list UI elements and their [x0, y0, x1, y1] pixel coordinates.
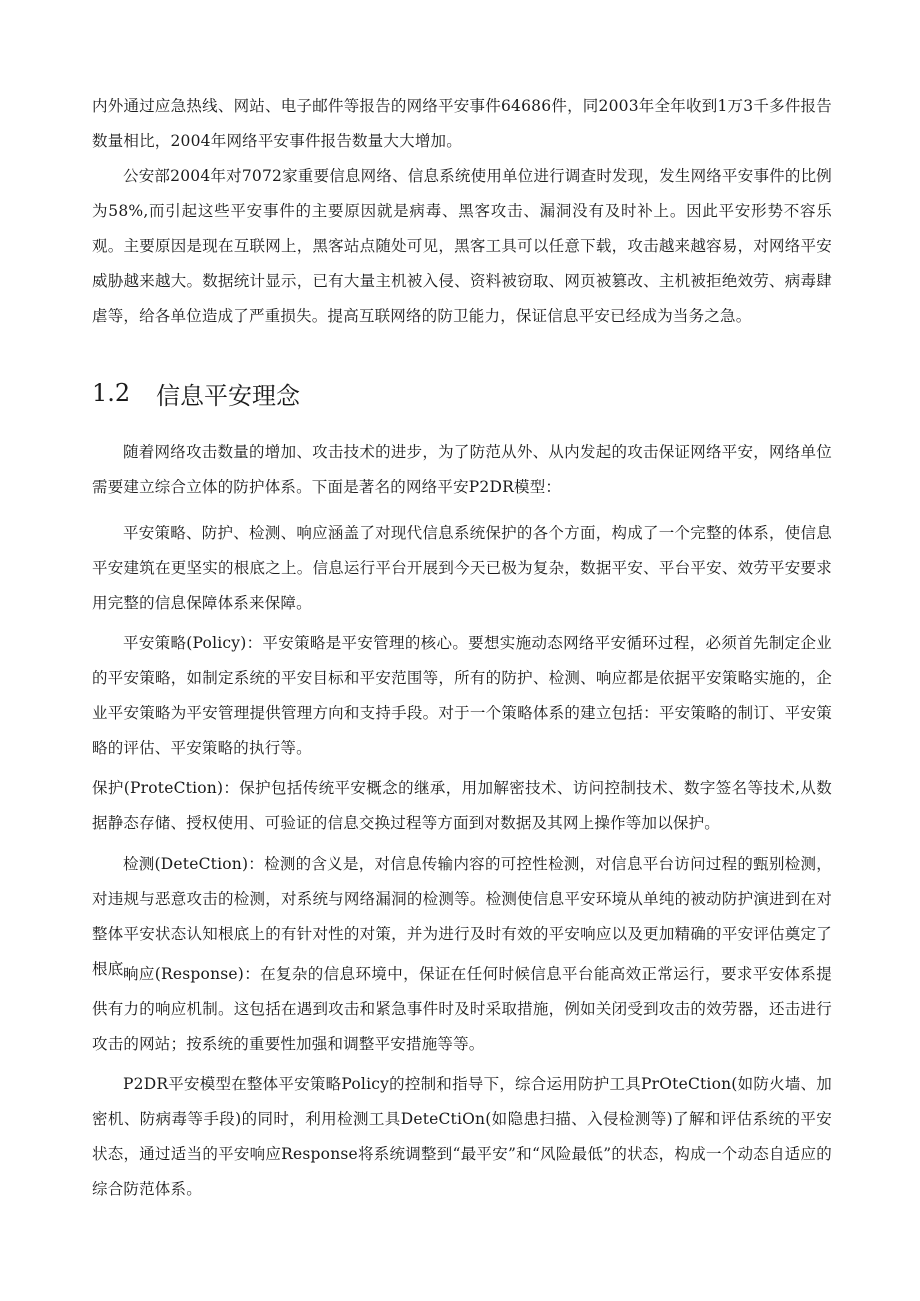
- paragraph-detection: 检测(DeteCtion)：检测的含义是，对信息传输内容的可控性检测，对信息平台访问过程的甄别检测，对违规与恶意攻击的检测，对系统与网络漏洞的检测等。检测使信息平安环境从单纯的被动防护演进到在对整体平安状态认知根底上的有针对性的对策，并为进行及时有效的平安响应以及更加精确的平安评估奠定了根底。: [92, 855, 832, 978]
- paragraph-p2dr-intro: 随着网络攻击数量的增加、攻击技术的进步，为了防范从外、从内发起的攻击保证网络平安，网络单位需要建立综合立体的防护体系。下面是著名的网络平安P2DR模型：: [92, 443, 832, 496]
- paragraph-p2dr-overview: 平安策略、防护、检测、响应涵盖了对现代信息系统保护的各个方面，构成了一个完整的体系，使信息平安建筑在更坚实的根底之上。信息运行平台开展到今天已极为复杂，数据平安、平台平安、效劳平安要求用完整的信息保障体系来保障。: [92, 524, 832, 612]
- paragraph-incident-statistics: 内外通过应急热线、网站、电子邮件等报告的网络平安事件64686件，同2003年全年收到1万3千多件报告数量相比，2004年网络平安事件报告数量大大增加。: [92, 97, 832, 150]
- section-number: 1.2: [92, 379, 131, 407]
- paragraph-policy: 平安策略(Policy)：平安策略是平安管理的核心。要想实施动态网络平安循环过程，必须首先制定企业的平安策略，如制定系统的平安目标和平安范围等，所有的防护、检测、响应都是依据平安策略实施的，企业平安策略为平安管理提供管理方向和支持手段。对于一个策略体系的建立包括：平安策略的制订、平安策略的评估、平安策略的执行等。: [92, 634, 832, 757]
- paragraph-ministry-survey: 公安部2004年对7072家重要信息网络、信息系统使用单位进行调查时发现，发生网络平安事件的比例为58%,而引起这些平安事件的主要原因就是病毒、黑客攻击、漏洞没有及时补上。因此平安形势不容乐观。主要原因是现在互联网上，黑客站点随处可见，黑客工具可以任意下载，攻击越来越容易，对网络平安威胁越来越大。数据统计显示，已有大量主机被入侵、资料被窃取、网页被篡改、主机被拒绝效劳、病毒肆虐等，给各单位造成了严重损失。提高互联网络的防卫能力，保证信息平安已经成为当务之急。: [92, 167, 832, 325]
- paragraph-p2dr-summary: P2DR平安模型在整体平安策略Policy的控制和指导下，综合运用防护工具PrOteCtion(如防火墙、加密机、防病毒等手段)的同时，利用检测工具DeteCtiOn(如隐患扫描、入侵检测等)了解和评估系统的平安状态，通过适当的平安响应Response将系统调整到“最平安”和“风险最低”的状态，构成一个动态自适应的综合防范体系。: [92, 1075, 832, 1198]
- paragraph-response: 响应(Response)：在复杂的信息环境中，保证在任何时候信息平台能高效正常运行，要求平安体系提供有力的响应机制。这包括在遇到攻击和紧急事件时及时采取措施，例如关闭受到攻击的效劳器，还击进行攻击的网站；按系统的重要性加强和调整平安措施等等。: [92, 965, 832, 1053]
- paragraph-protection: 保护(ProteCtion)：保护包括传统平安概念的继承，用加解密技术、访问控制技术、数字签名等技术,从数据静态存储、授权使用、可验证的信息交换过程等方面到对数据及其网上操作等加以保护。: [92, 779, 832, 832]
- section-heading: [92, 370, 832, 416]
- section-title: 信息平安理念: [156, 381, 300, 410]
